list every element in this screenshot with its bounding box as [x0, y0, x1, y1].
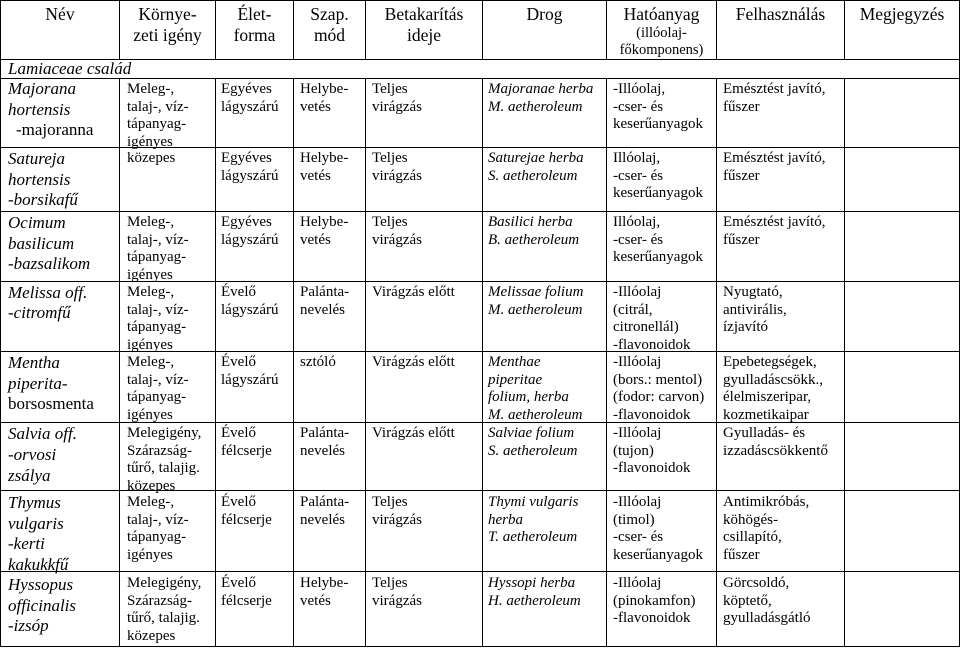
plant-latin-name: Salvia off.	[8, 424, 77, 443]
felhasznalas-cell: Antimikróbás, köhögés- csillapító, fűszer	[723, 494, 810, 563]
column-header-szap-mod: Szap. mód	[310, 4, 349, 45]
kornyezeti-igeny-cell: közepes	[127, 150, 176, 166]
betakaritas-cell: Virágzás előtt	[372, 354, 455, 370]
drog-cell: Melissae folium M. aetheroleum	[488, 284, 584, 318]
drog-cell: Menthae piperitae folium, herba M. aetheroleum	[488, 354, 583, 423]
felhasznalas-cell: Nyugtató, antivirális, ízjavító	[723, 284, 787, 336]
header-divider	[0, 59, 960, 60]
eletforma-cell: Évelő félcserje	[221, 425, 272, 459]
column-header-hatoanyag: Hatóanyag	[623, 4, 700, 24]
drog-cell: Thymi vulgaris herba T. aetheroleum	[488, 494, 579, 546]
betakaritas-cell: Teljes virágzás	[372, 575, 422, 609]
szaporitas-cell: sztóló	[300, 354, 336, 370]
table-border-bottom	[0, 646, 960, 647]
kornyezeti-igeny-cell: Meleg-, talaj-, víz- tápanyag- igényes	[127, 214, 189, 283]
kornyezeti-igeny-cell: Meleg-, talaj-, víz- tápanyag- igényes	[127, 284, 189, 353]
plant-latin-name: Hyssopus officinalis	[8, 575, 76, 615]
column-header-hatoanyag-subtitle: (illóolaj- főkomponens)	[619, 25, 704, 58]
drog-cell: Majoranae herba M. aetheroleum	[488, 81, 594, 115]
kornyezeti-igeny-cell: Meleg-, talaj-, víz- tápanyag- igényes	[127, 494, 189, 563]
column-divider	[606, 78, 607, 647]
eletforma-cell: Egyéves lágyszárú	[221, 81, 279, 115]
plant-hungarian-name: -citromfű	[8, 303, 71, 322]
column-header-nev: Név	[45, 4, 75, 24]
row-divider	[0, 571, 960, 572]
plant-latin-name: Melissa off.	[8, 283, 88, 302]
column-header-kornyezeti-igeny: Környe- zeti igény	[133, 4, 202, 45]
felhasznalas-cell: Emésztést javító, fűszer	[723, 214, 826, 248]
eletforma-cell: Évelő lágyszárú	[221, 354, 279, 388]
felhasznalas-cell: Epebetegségek, gyulladáscsökk., élelmiszeripar, kozmetikaipar	[723, 354, 823, 423]
plant-hungarian-name: borsosmenta	[8, 394, 94, 413]
kornyezeti-igeny-cell: Melegigény, Szárazság- tűrő, talajig. közepes	[127, 575, 202, 644]
plant-latin-name: Mentha piperita-	[8, 353, 68, 393]
plant-latin-name: Thymus vulgaris	[8, 493, 64, 533]
plant-hungarian-name: -kerti kakukkfű	[8, 534, 69, 574]
column-divider	[215, 78, 216, 647]
szaporitas-cell: Helybe- vetés	[300, 150, 349, 184]
betakaritas-cell: Teljes virágzás	[372, 214, 422, 248]
column-header-betakaritas-ideje: Betakarítás ideje	[384, 4, 464, 45]
kornyezeti-igeny-cell: Meleg-, talaj-, víz- tápanyag- igényes	[127, 81, 189, 150]
szaporitas-cell: Palánta- nevelés	[300, 425, 350, 459]
szaporitas-cell: Palánta- nevelés	[300, 494, 350, 528]
betakaritas-cell: Virágzás előtt	[372, 425, 455, 441]
column-divider	[844, 78, 845, 647]
betakaritas-cell: Teljes virágzás	[372, 81, 422, 115]
plant-hungarian-name: -majoranna	[16, 120, 94, 139]
eletforma-cell: Egyéves lágyszárú	[221, 214, 279, 248]
szaporitas-cell: Palánta- nevelés	[300, 284, 350, 318]
hatoanyag-cell: Illóolaj, -cser- és keserűanyagok	[613, 214, 703, 266]
column-divider	[293, 78, 294, 647]
felhasznalas-cell: Görcsoldó, köptető, gyulladásgátló	[723, 575, 811, 627]
column-divider	[365, 78, 366, 647]
felhasznalas-cell: Emésztést javító, fűszer	[723, 150, 826, 184]
column-divider	[119, 78, 120, 647]
eletforma-cell: Évelő félcserje	[221, 494, 272, 528]
plant-hungarian-name: -borsikafű	[8, 190, 78, 209]
hatoanyag-cell: -Illóolaj (bors.: mentol) (fodor: carvon) -flavonoidok	[613, 354, 705, 423]
plant-latin-name: Satureja hortensis	[8, 149, 71, 189]
plant-hungarian-name: -bazsalikom	[8, 254, 91, 273]
drog-cell: Salviae folium S. aetheroleum	[488, 425, 578, 459]
eletforma-cell: Évelő lágyszárú	[221, 284, 279, 318]
eletforma-cell: Évelő félcserje	[221, 575, 272, 609]
column-header-felhasznalas: Felhasználás	[735, 4, 826, 24]
column-divider	[482, 78, 483, 647]
plant-latin-name: Majorana hortensis	[8, 79, 76, 119]
hatoanyag-cell: -Illóolaj (citrál, citronellál) -flavonoidok	[613, 284, 691, 353]
family-divider	[0, 78, 960, 79]
felhasznalas-cell: Gyulladás- és izzadáscsökkentő	[723, 425, 828, 459]
plant-latin-name: Ocimum basilicum	[8, 213, 75, 253]
eletforma-cell: Egyéves lágyszárú	[221, 150, 279, 184]
kornyezeti-igeny-cell: Meleg-, talaj-, víz- tápanyag- igényes	[127, 354, 189, 423]
family-label: Lamiaceae család	[8, 59, 132, 78]
drog-cell: Hyssopi herba H. aetheroleum	[488, 575, 581, 609]
hatoanyag-cell: -Illóolaj (timol) -cser- és keserűanyagok	[613, 494, 703, 563]
betakaritas-cell: Virágzás előtt	[372, 284, 455, 300]
column-header-eletforma: Élet- forma	[233, 4, 276, 45]
hatoanyag-cell: -Illóolaj, -cser- és keserűanyagok	[613, 81, 703, 133]
szaporitas-cell: Helybe- vetés	[300, 81, 349, 115]
betakaritas-cell: Teljes virágzás	[372, 494, 422, 528]
kornyezeti-igeny-cell: Melegigény, Szárazság- tűrő, talajig. közepes	[127, 425, 202, 494]
drog-cell: Saturejae herba S. aetheroleum	[488, 150, 584, 184]
felhasznalas-cell: Emésztést javító, fűszer	[723, 81, 826, 115]
row-divider	[0, 211, 960, 212]
hatoanyag-cell: -Illóolaj (pinokamfon) -flavonoidok	[613, 575, 696, 627]
drog-cell: Basilici herba B. aetheroleum	[488, 214, 580, 248]
column-header-drog: Drog	[526, 4, 563, 24]
plant-hungarian-name: -orvosi zsálya	[8, 445, 57, 485]
column-divider	[716, 78, 717, 647]
hatoanyag-cell: -Illóolaj (tujon) -flavonoidok	[613, 425, 691, 477]
plant-hungarian-name: -izsóp	[8, 616, 49, 635]
hatoanyag-cell: Illóolaj, -cser- és keserűanyagok	[613, 150, 703, 202]
szaporitas-cell: Helybe- vetés	[300, 575, 349, 609]
column-header-megjegyzes: Megjegyzés	[859, 4, 945, 24]
szaporitas-cell: Helybe- vetés	[300, 214, 349, 248]
table-border-left	[0, 0, 1, 647]
betakaritas-cell: Teljes virágzás	[372, 150, 422, 184]
table-border-top	[0, 0, 960, 1]
